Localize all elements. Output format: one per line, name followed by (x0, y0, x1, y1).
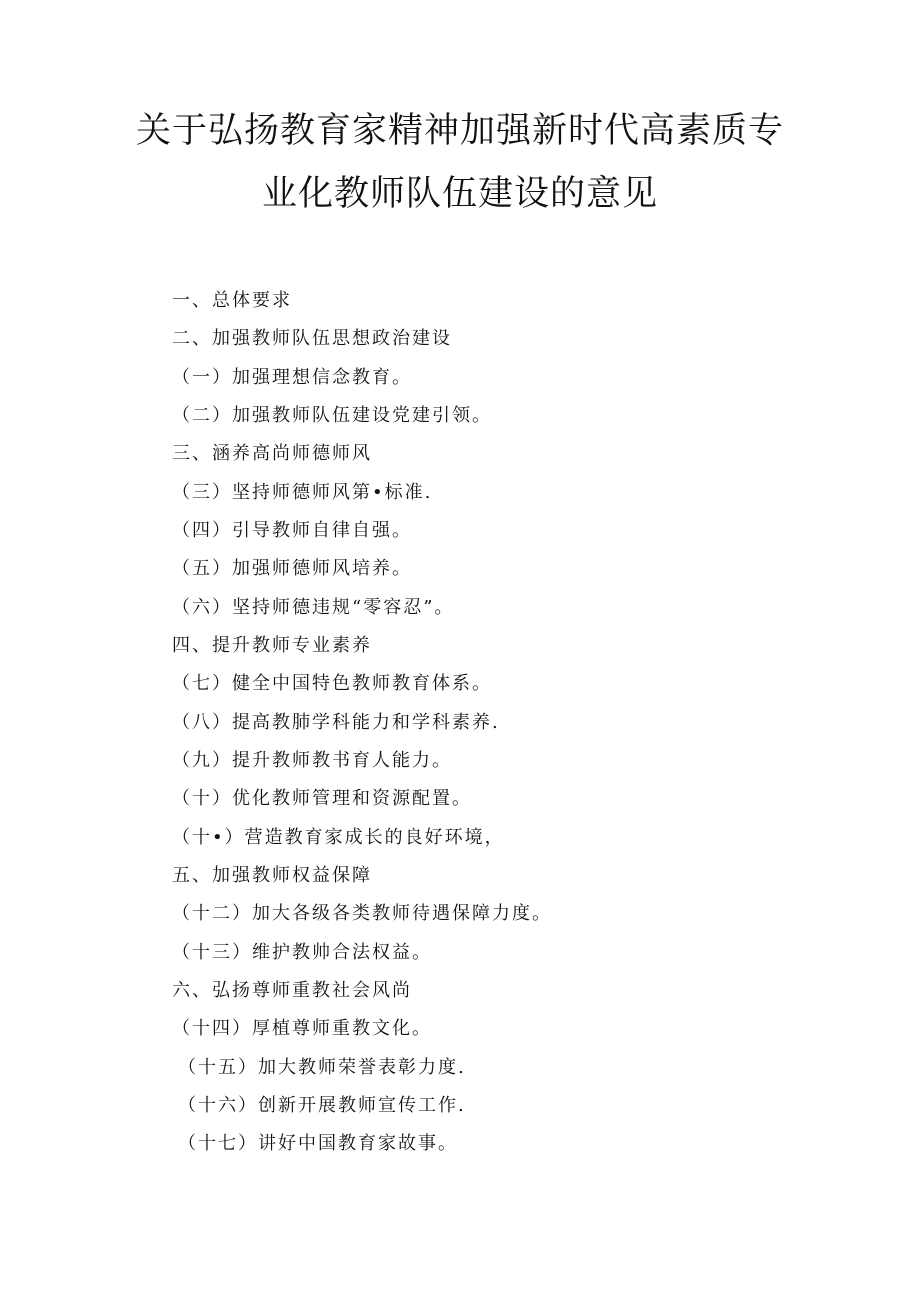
outline-item-9: （九）提升教师教书育人能力。 (172, 750, 452, 771)
outline-item-10: （十）优化教师管理和资源配置。 (172, 788, 472, 809)
outline-item-6: （六）坚持师德违规“零容忍”。 (172, 597, 455, 618)
document-title-line-2: 业化教师队伍建设的意见 (261, 174, 658, 214)
outline-item-12: （十二）加大各级各类教师待遇保障力度。 (172, 903, 552, 924)
outline-item-7: （七）健全中国特色教师教育体系。 (172, 673, 492, 694)
outline-item-4: （四）引导教师自律自强。 (172, 520, 412, 541)
outline-item-16: （十六）创新开展教师宣传工作. (178, 1095, 466, 1116)
outline-item-17: （十七）讲好中国教育家故事。 (178, 1133, 458, 1154)
outline-item-3: （三）坚持师德师风第•标准. (172, 482, 433, 503)
outline-item-5: （五）加强师德师风培养。 (172, 558, 412, 579)
outline-heading-5: 五、加强教师权益保障 (172, 865, 372, 886)
outline-item-8: （八）提高教肺学科能力和学科素养. (172, 712, 500, 733)
outline-item-13: （十三）维护教帅合法权益。 (172, 942, 432, 963)
outline-heading-1: 一、总体要求 (172, 290, 292, 311)
outline-heading-2: 二、加强教师队伍思想政治建设 (172, 328, 452, 349)
outline-heading-6: 六、弘扬尊师重教社会风尚 (172, 980, 412, 1001)
outline-heading-3: 三、涵养高尚师德师风 (172, 443, 372, 464)
outline-item-15: （十五）加大教师荣誉表彰力度. (178, 1057, 466, 1078)
outline-item-14: （十四）厚植尊师重教文化。 (172, 1018, 432, 1039)
document-title-line-1: 关于弘扬教育家精神加强新时代高素质专 (135, 111, 784, 151)
outline-item-2: （二）加强教师队伍建设党建引领。 (172, 405, 492, 426)
outline-item-1: （一）加强理想信念教育。 (172, 367, 412, 388)
outline-heading-4: 四、提升教师专业素养 (172, 635, 372, 656)
outline-item-11: （十•）营造教育家成长的良好环境， (172, 827, 505, 848)
